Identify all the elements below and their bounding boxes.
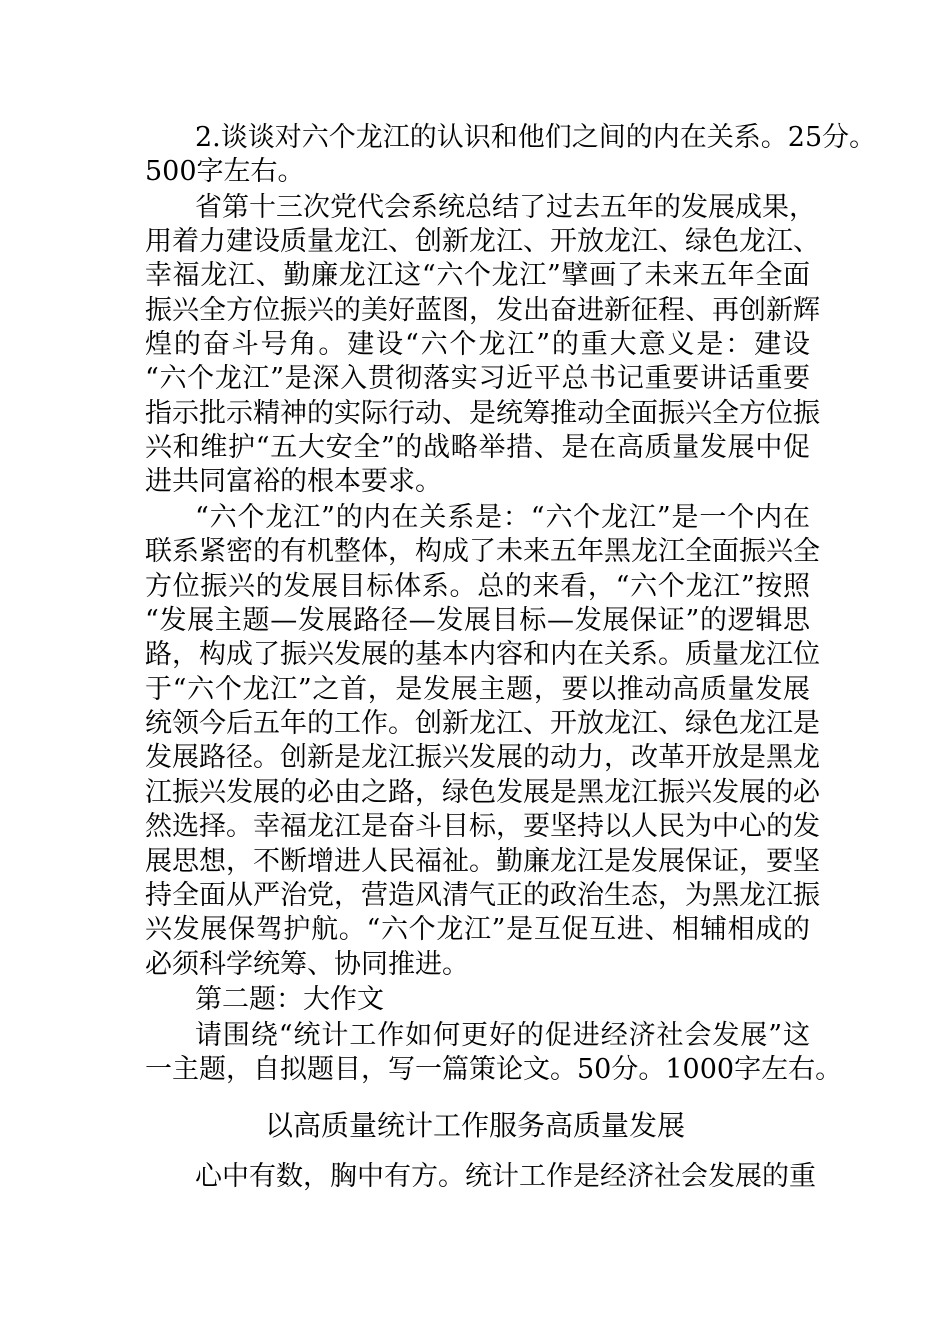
para2-line: 江振兴发展的必由之路，绿色发展是黑龙江振兴发展的必 (145, 777, 820, 808)
para2-line: 发展路径。创新是龙江振兴发展的动力，改革开放是黑龙 (145, 742, 820, 773)
question-two-prompt-line: 一主题，自拟题目，写一篇策论文。50分。1000字左右。 (145, 1054, 843, 1085)
para2-line: 展思想，不断增进人民福祉。勤廉龙江是发展保证，要坚 (145, 846, 820, 877)
para1-line: 用着力建设质量龙江、创新龙江、开放龙江、绿色龙江、 (145, 226, 820, 257)
para2-line: 于“六个龙江”之首，是发展主题，要以推动高质量发展 (145, 674, 810, 705)
essay-first-line: 心中有数，胸中有方。统计工作是经济社会发展的重 (195, 1161, 816, 1192)
para1-line: 省第十三次党代会系统总结了过去五年的发展成果， (195, 192, 816, 223)
para2-line: 必须科学统筹、协同推进。 (145, 949, 469, 980)
para2-line: 联系紧密的有机整体，构成了未来五年黑龙江全面振兴全 (145, 536, 820, 567)
para2-line: “发展主题—发展路径—发展目标—发展保证”的逻辑思 (145, 605, 810, 636)
question-two-title: 第二题：大作文 (195, 984, 384, 1015)
para2-line: 统领今后五年的工作。创新龙江、开放龙江、绿色龙江是 (145, 708, 820, 739)
para2-line: 兴发展保驾护航。“六个龙江”是互促互进、相辅相成的 (145, 914, 810, 945)
para1-line: 振兴全方位振兴的美好蓝图，发出奋进新征程、再创新辉 (145, 295, 820, 326)
para2-line: 方位振兴的发展目标体系。总的来看，“六个龙江”按照 (145, 571, 810, 602)
para1-line: 煌的奋斗号角。建设“六个龙江”的重大意义是：建设 (145, 329, 810, 360)
para2-line: “六个龙江”的内在关系是：“六个龙江”是一个内在 (195, 502, 810, 533)
question2-line-1: 2.谈谈对六个龙江的认识和他们之间的内在关系。25分。 (195, 122, 877, 153)
para1-line: 兴和维护“五大安全”的战略举措、是在高质量发展中促 (145, 432, 810, 463)
para1-line: 进共同富裕的根本要求。 (145, 466, 442, 497)
question-two-prompt-line: 请围绕“统计工作如何更好的促进经济社会发展”这 (195, 1020, 810, 1051)
para2-line: 持全面从严治党，营造风清气正的政治生态，为黑龙江振 (145, 880, 820, 911)
question2-line-2: 500字左右。 (145, 156, 305, 187)
para1-line: “六个龙江”是深入贯彻落实习近平总书记重要讲话重要 (145, 363, 810, 394)
para1-line: 幸福龙江、勤廉龙江这“六个龙江”擘画了未来五年全面 (145, 260, 810, 291)
essay-title: 以高质量统计工作服务高质量发展 (264, 1109, 685, 1142)
para2-line: 路，构成了振兴发展的基本内容和内在关系。质量龙江位 (145, 639, 820, 670)
para1-line: 指示批示精神的实际行动、是统筹推动全面振兴全方位振 (145, 398, 820, 429)
para2-line: 然选择。幸福龙江是奋斗目标，要坚持以人民为中心的发 (145, 811, 820, 842)
